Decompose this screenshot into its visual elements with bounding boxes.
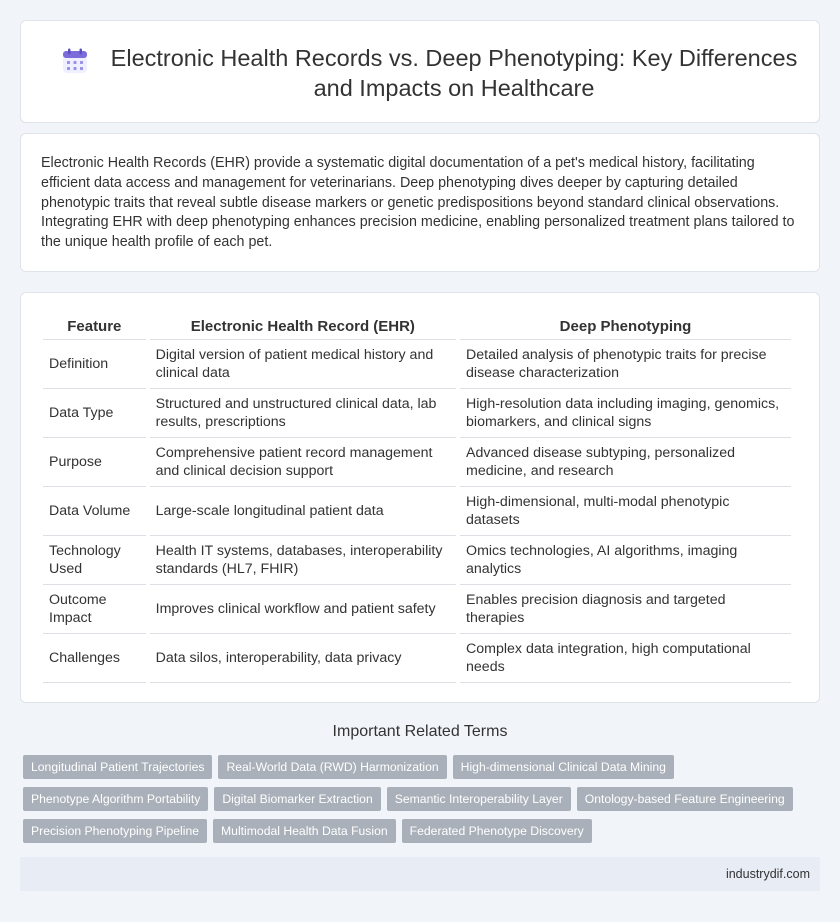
feature-cell: Challenges [43,634,146,683]
deep-phenotyping-cell: Complex data integration, high computational needs [460,634,791,683]
ehr-cell: Data silos, interoperability, data privacy [150,634,456,683]
table-row [43,438,791,487]
related-term-tag[interactable]: Federated Phenotype Discovery [402,819,592,843]
table-row [43,340,791,389]
related-term-tag[interactable]: Digital Biomarker Extraction [214,787,380,811]
deep-phenotyping-cell: Enables precision diagnosis and targeted therapies [460,585,791,634]
deep-phenotyping-cell: Omics technologies, AI algorithms, imaging analytics [460,536,791,585]
feature-cell: Technology Used [43,536,146,585]
tag-row [23,787,803,811]
footer [20,857,820,891]
footer-site-link[interactable]: industrydif.com [725,867,810,881]
comparison-table [39,315,795,683]
related-terms-heading: Important Related Terms [332,723,508,740]
deep-phenotyping-cell: Advanced disease subtyping, personalized medicine, and research [460,438,791,487]
related-terms-tags [23,755,803,851]
feature-cell: Outcome Impact [43,585,146,634]
related-term-tag[interactable]: Ontology-based Feature Engineering [577,787,793,811]
table-row [43,585,791,634]
title-card [20,20,820,123]
header-feature: Feature [43,315,146,340]
table-row [43,389,791,438]
intro-card [20,133,820,272]
ehr-cell: Digital version of patient medical history and clinical data [150,340,456,389]
table-header-row [43,315,791,340]
ehr-cell: Comprehensive patient record management and clinical decision support [150,438,456,487]
ehr-cell: Health IT systems, databases, interoperability standards (HL7, FHIR) [150,536,456,585]
related-term-tag[interactable]: Semantic Interoperability Layer [387,787,571,811]
tag-row [23,755,803,779]
deep-phenotyping-cell: High-resolution data including imaging, genomics, biomarkers, and clinical signs [460,389,791,438]
comparison-table-card [20,292,820,703]
intro-paragraph: Electronic Health Records (EHR) provide a systematic digital documentation of a pet's medical history, facilitating efficient data access and management for veterinarians. Deep phenotyping dives deeper by capturing detailed phenotypic traits that reveal subtle disease markers or genetic predispositions beyond standard clinical observations. Integrating EHR with deep phenotyping enhances precision medicine, enabling personalized treatment plans tailored to the unique health profile of each pet. [41,155,795,251]
feature-cell: Definition [43,340,146,389]
related-term-tag[interactable]: Phenotype Algorithm Portability [23,787,208,811]
header-ehr: Electronic Health Record (EHR) [150,315,456,340]
related-term-tag[interactable]: High-dimensional Clinical Data Mining [453,755,674,779]
deep-phenotyping-cell: Detailed analysis of phenotypic traits for precise disease characterization [460,340,791,389]
page-title: Electronic Health Records vs. Deep Phenotyping: Key Differences and Impacts on Healthcare [110,45,798,101]
feature-cell: Data Type [43,389,146,438]
feature-cell: Data Volume [43,487,146,536]
feature-cell: Purpose [43,438,146,487]
tag-row [23,819,803,843]
header-deep-phenotyping: Deep Phenotyping [460,315,791,340]
related-term-tag[interactable]: Real-World Data (RWD) Harmonization [218,755,446,779]
related-term-tag[interactable]: Multimodal Health Data Fusion [213,819,396,843]
ehr-cell: Large-scale longitudinal patient data [150,487,456,536]
deep-phenotyping-cell: High-dimensional, multi-modal phenotypic datasets [460,487,791,536]
related-term-tag[interactable]: Precision Phenotyping Pipeline [23,819,207,843]
table-row [43,634,791,683]
ehr-cell: Structured and unstructured clinical data, lab results, prescriptions [150,389,456,438]
related-term-tag[interactable]: Longitudinal Patient Trajectories [23,755,212,779]
ehr-cell: Improves clinical workflow and patient safety [150,585,456,634]
table-row [43,487,791,536]
calendar-icon [61,47,89,75]
table-row [43,536,791,585]
